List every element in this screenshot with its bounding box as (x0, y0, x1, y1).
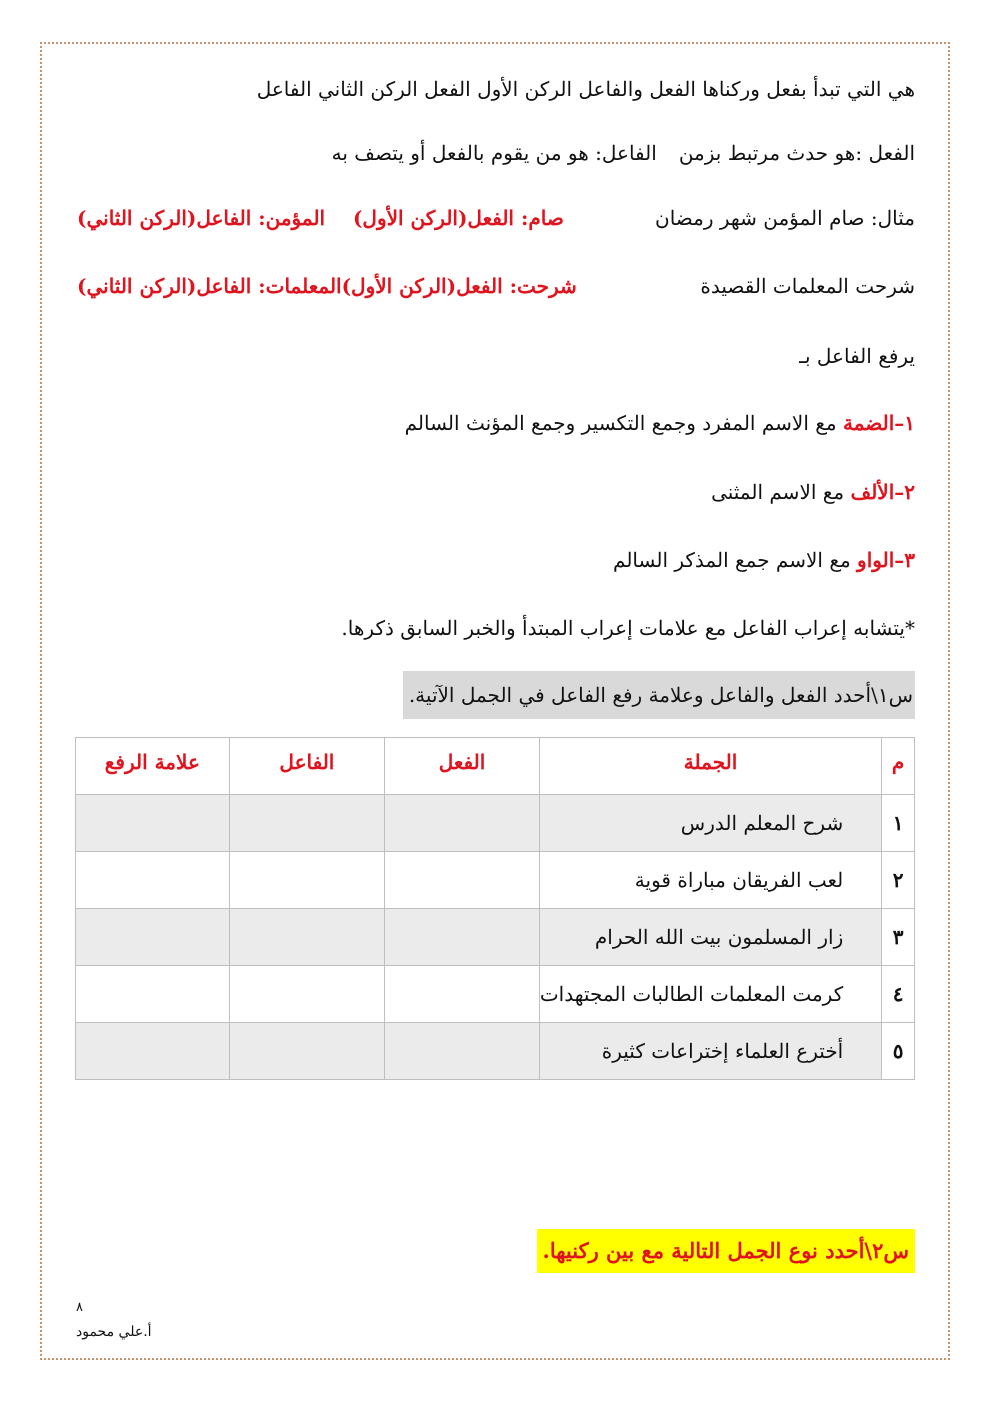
subject-definition: الفاعل: هو من يقوم بالفعل أو يتصف به (331, 141, 657, 165)
raf-item-1-label: ١–الضمة (842, 411, 915, 435)
table-row (76, 795, 915, 852)
mark-answer-cell[interactable] (76, 909, 230, 966)
header-subject: الفاعل (229, 738, 385, 795)
example-2-analysis: شرحت: الفعل(الركن الأول)المعلمات: الفاعل(الركن الثاني) (77, 274, 577, 298)
row-number: ٣ (882, 909, 915, 966)
header-sentence: الجملة (539, 738, 881, 795)
table-header-row (76, 738, 915, 795)
row-sentence: شرح المعلم الدرس (539, 795, 881, 852)
raf-heading (77, 341, 915, 371)
raf-note (77, 613, 915, 643)
example-1-sentence: مثال: صام المؤمن شهر رمضان (655, 206, 915, 230)
subject-answer-cell[interactable] (229, 852, 385, 909)
row-sentence: لعب الفريقان مباراة قوية (539, 852, 881, 909)
verb-answer-cell[interactable] (385, 966, 540, 1023)
raf-item-2 (77, 477, 915, 507)
verb-definition: الفعل :هو حدث مرتبط بزمن (678, 141, 915, 165)
raf-item-2-label: ٢–الألف (850, 480, 915, 504)
raf-item-3 (77, 545, 915, 575)
row-number: ٤ (882, 966, 915, 1023)
subject-answer-cell[interactable] (229, 1023, 385, 1080)
row-number: ٢ (882, 852, 915, 909)
raf-note-text: *يتشابه إعراب الفاعل مع علامات إعراب المبتدأ والخبر السابق ذكرها. (341, 616, 915, 640)
definition-line (77, 74, 915, 104)
question-1-prompt: س١\أحدد الفعل والفاعل وعلامة رفع الفاعل في الجمل الآتية. (403, 671, 915, 719)
example-1-analysis: صام: الفعل(الركن الأول) المؤمن: الفاعل(الركن الثاني) (77, 206, 564, 230)
verb-answer-cell[interactable] (385, 909, 540, 966)
example-1 (77, 203, 915, 233)
subject-answer-cell[interactable] (229, 909, 385, 966)
author-name: أ.علي محمود (76, 1324, 152, 1340)
example-2-sentence: شرحت المعلمات القصيدة (700, 274, 915, 298)
example-2 (77, 271, 915, 301)
raf-heading-text: يرفع الفاعل بـ (799, 344, 915, 368)
row-sentence: أخترع العلماء إختراعات كثيرة (539, 1023, 881, 1080)
raf-item-1-text: مع الاسم المفرد وجمع التكسير وجمع المؤنث السالم (404, 411, 837, 435)
verb-answer-cell[interactable] (385, 852, 540, 909)
subject-answer-cell[interactable] (229, 795, 385, 852)
table-row (76, 966, 915, 1023)
row-sentence: كرمت المعلمات الطالبات المجتهدات (539, 966, 881, 1023)
table-row (76, 852, 915, 909)
raf-item-2-text: مع الاسم المثنى (711, 480, 845, 504)
row-sentence: زار المسلمون بيت الله الحرام (539, 909, 881, 966)
verb-answer-cell[interactable] (385, 795, 540, 852)
verb-answer-cell[interactable] (385, 1023, 540, 1080)
mark-answer-cell[interactable] (76, 966, 230, 1023)
question-2-prompt: س٢\أحدد نوع الجمل التالية مع بين ركنيها. (537, 1229, 915, 1273)
mark-answer-cell[interactable] (76, 795, 230, 852)
nominal-sentence-definition: هي التي تبدأ بفعل وركناها الفعل والفاعل الركن الأول الفعل الركن الثاني الفاعل (256, 77, 915, 101)
mark-answer-cell[interactable] (76, 1023, 230, 1080)
exercise-table (75, 737, 915, 1080)
row-number: ١ (882, 795, 915, 852)
subject-answer-cell[interactable] (229, 966, 385, 1023)
raf-item-3-label: ٣–الواو (857, 548, 915, 572)
header-mark: علامة الرفع (76, 738, 230, 795)
mark-answer-cell[interactable] (76, 852, 230, 909)
raf-item-3-text: مع الاسم جمع المذكر السالم (613, 548, 851, 572)
row-number: ٥ (882, 1023, 915, 1080)
raf-item-1 (77, 408, 915, 438)
page-number: ٨ (76, 1300, 83, 1315)
verb-subject-definitions (77, 138, 915, 168)
header-num: م (882, 738, 915, 795)
header-verb: الفعل (385, 738, 540, 795)
table-row (76, 909, 915, 966)
table-row (76, 1023, 915, 1080)
